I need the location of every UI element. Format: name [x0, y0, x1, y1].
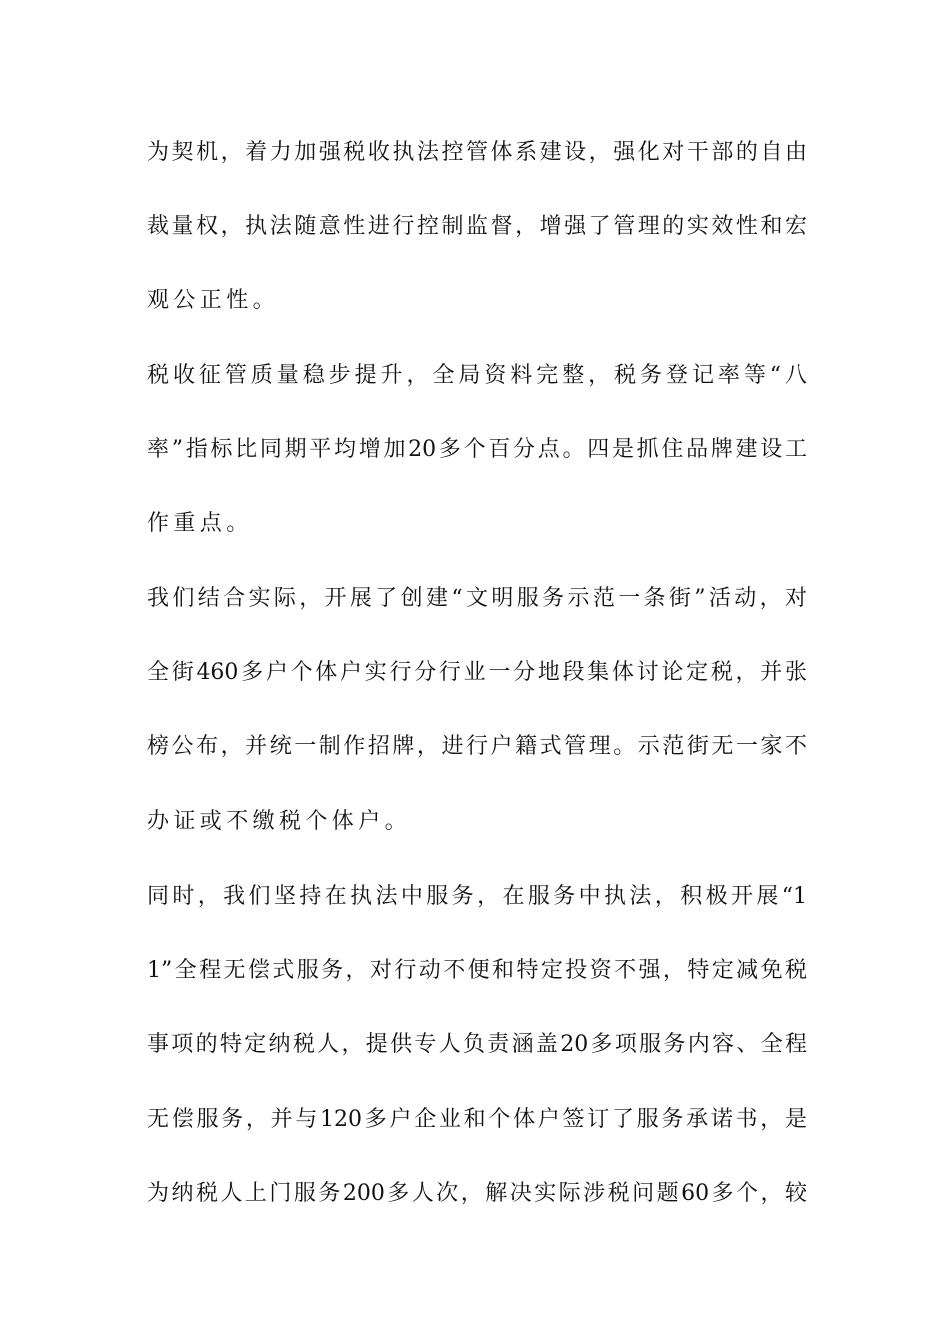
text-line: 为纳税人上门服务200多人次，解决实际涉税问题60多个，较 [147, 1181, 807, 1206]
text-line: 1”全程无偿式服务，对行动不便和特定投资不强，特定减免税 [147, 958, 807, 983]
text-line: 作重点。 [147, 511, 253, 536]
text-line: 全街460多户个体户实行分行业一分地段集体讨论定税，并张 [147, 660, 807, 685]
text-line: 同时，我们坚持在执法中服务，在服务中执法，积极开展“1 [147, 884, 807, 909]
text-line: 为契机，着力加强税收执法控管体系建设，强化对干部的自由 [147, 140, 807, 165]
text-line: 率”指标比同期平均增加20多个百分点。四是抓住品牌建设工 [147, 437, 807, 462]
text-line: 榜公布，并统一制作招牌，进行户籍式管理。示范街无一家不 [147, 734, 807, 759]
text-line: 观公正性。 [147, 288, 280, 313]
text-line: 裁量权，执法随意性进行控制监督，增强了管理的实效性和宏 [147, 214, 807, 239]
text-line: 办证或不缴税个体户。 [147, 809, 412, 834]
text-line: 无偿服务，并与120多户企业和个体户签订了服务承诺书，是 [147, 1107, 807, 1132]
text-line: 事项的特定纳税人，提供专人负责涵盖20多项服务内容、全程 [147, 1032, 807, 1057]
text-line: 我们结合实际，开展了创建“文明服务示范一条街”活动，对 [147, 586, 807, 611]
text-line: 税收征管质量稳步提升，全局资料完整，税务登记率等“八 [147, 363, 807, 388]
